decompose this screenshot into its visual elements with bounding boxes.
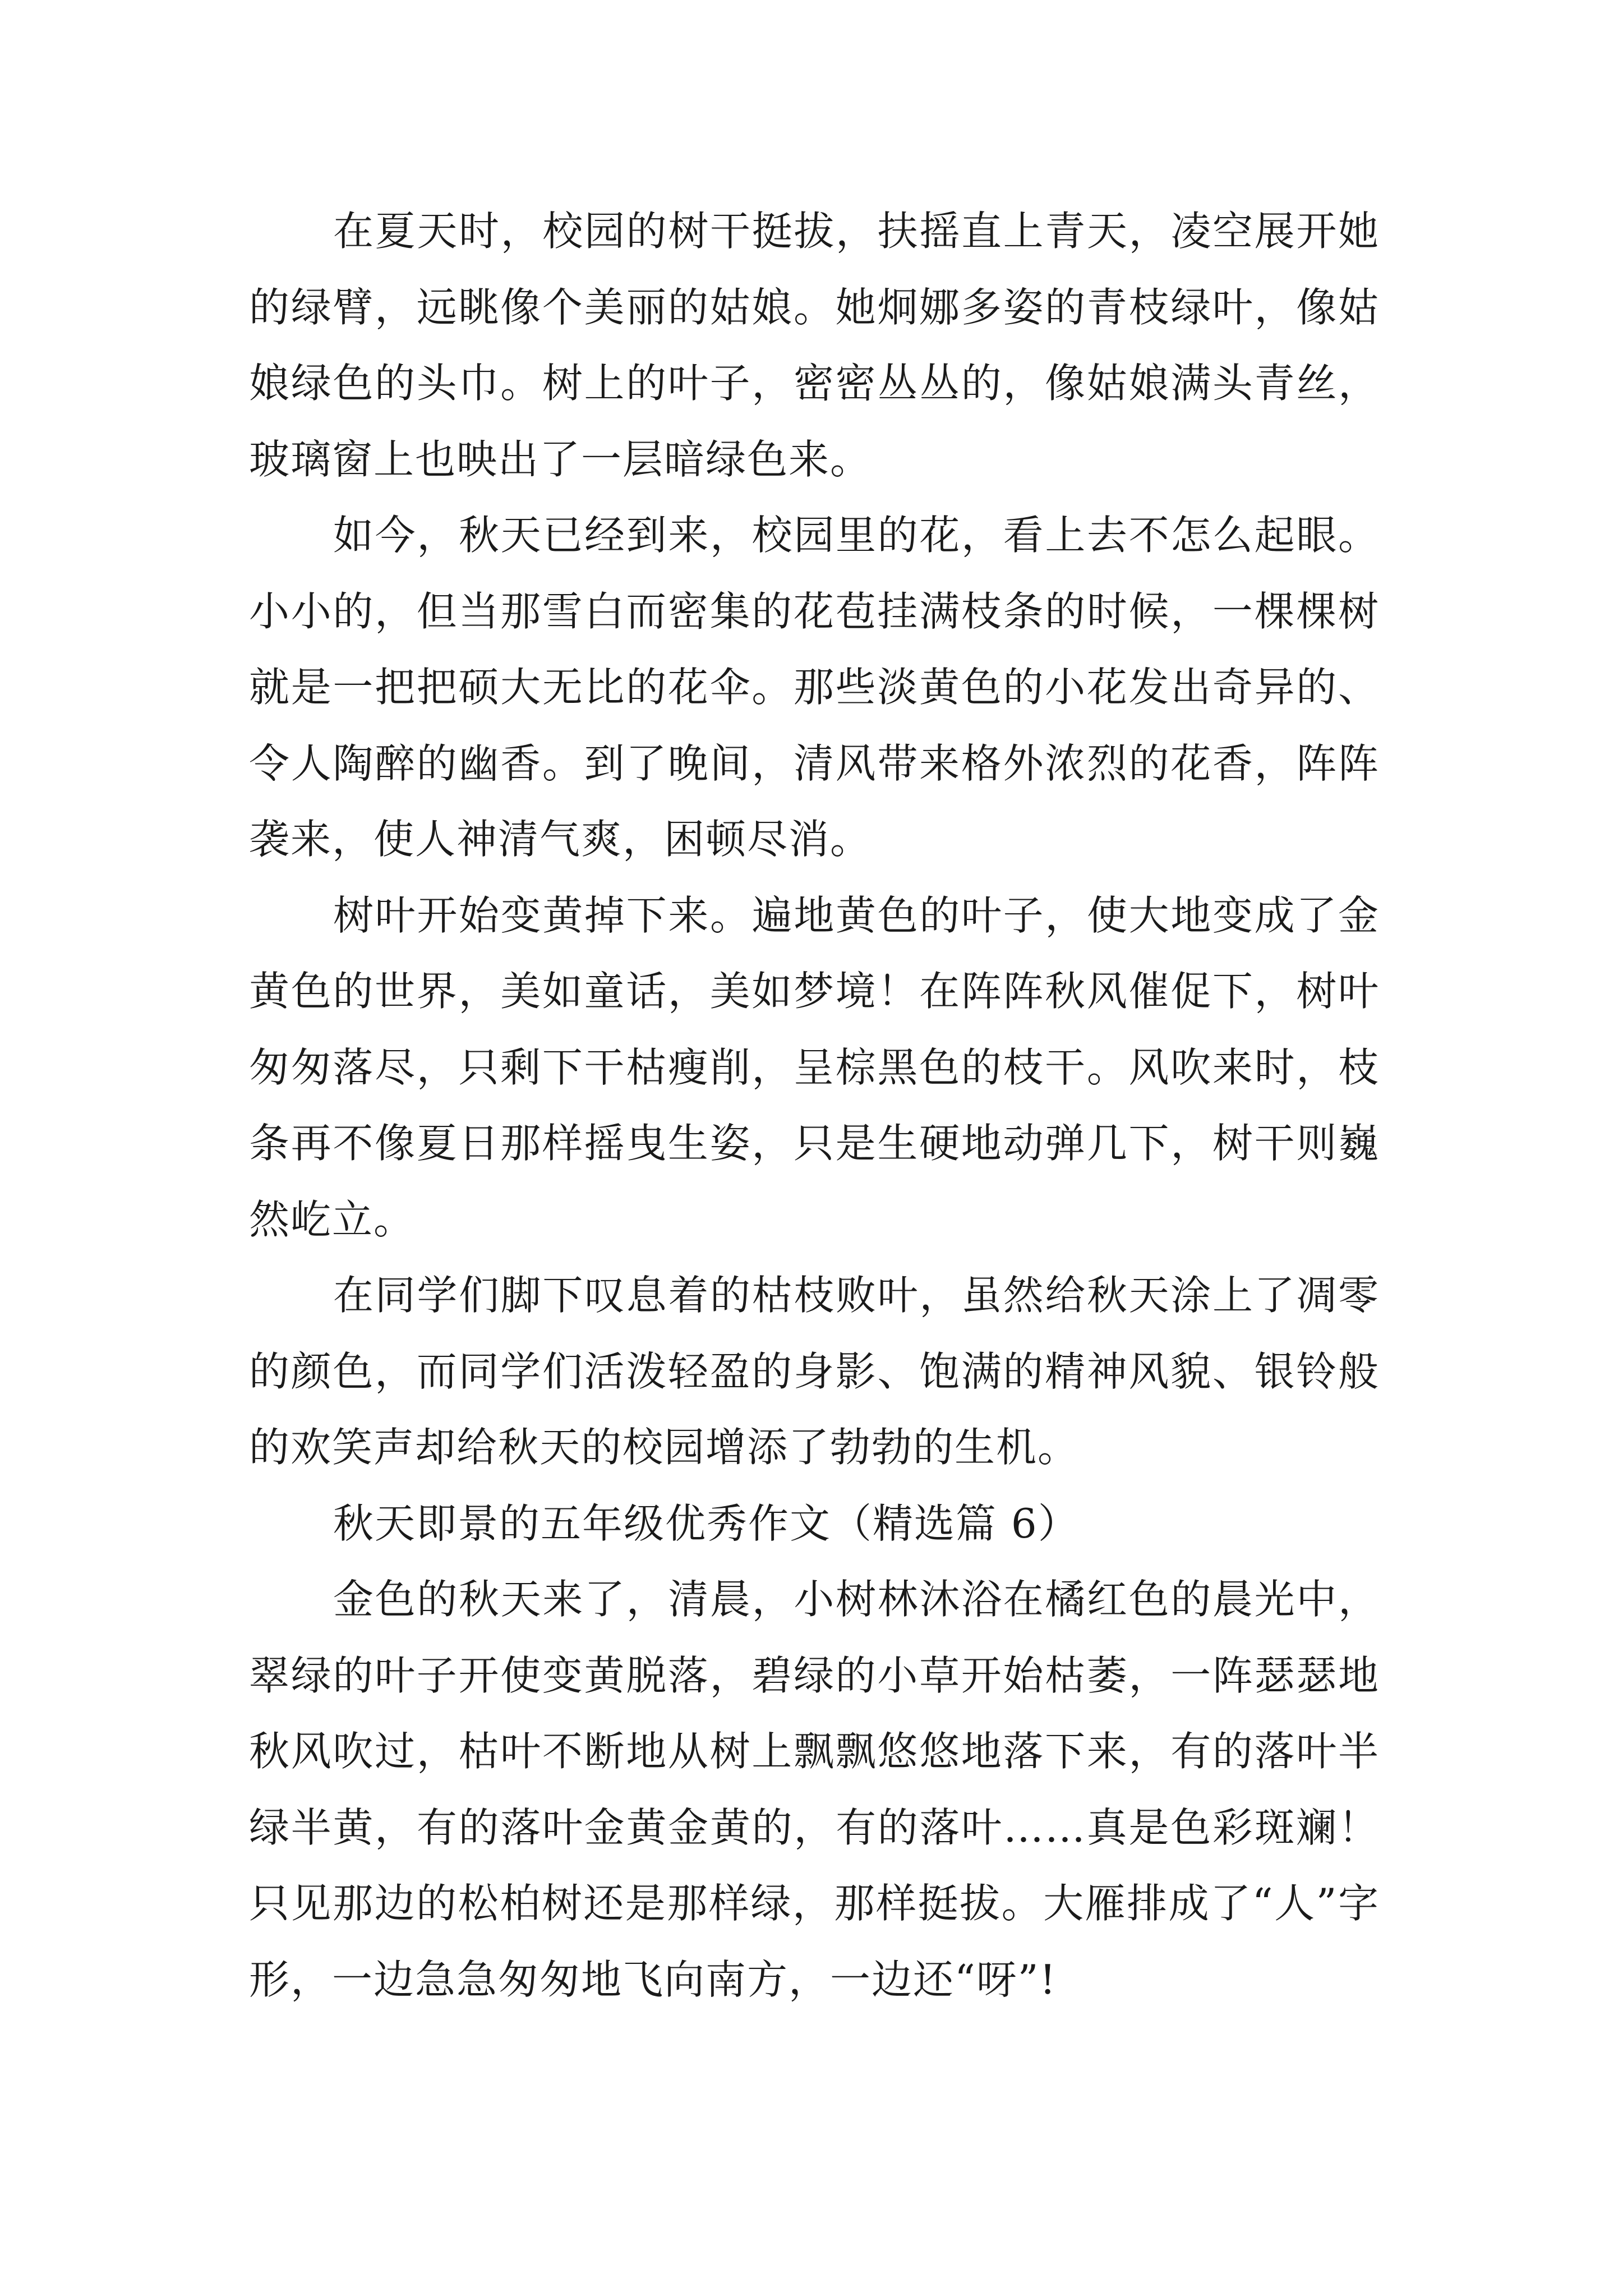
paragraph-golden-autumn: 金色的秋天来了，清晨，小树林沐浴在橘红色的晨光中，翠绿的叶子开使变黄脱落，碧绿的小草开始枯萎，一阵瑟瑟地秋风吹过，枯叶不断地从树上飘飘悠悠地落下来，有的落叶半绿半黄，有的落叶金黄金黄的，有的落叶……真是色彩斑斓！只见那边的松柏树还是那样绿，那样挺拔。大雁排成了“人”字形，一边急急匆匆地飞向南方，一边还“呀”! bbox=[249, 1576, 1380, 2003]
text-column bbox=[249, 194, 1380, 2018]
section-heading: 秋天即景的五年级优秀作文（精选篇 6） bbox=[333, 1499, 1080, 1547]
paragraph-autumn-flowers: 如今，秋天已经到来，校园里的花，看上去不怎么起眼。小小的，但当那雪白而密集的花苞挂满枝条的时候，一棵棵树就是一把把硕大无比的花伞。那些淡黄色的小花发出奇异的、令人陶醉的幽香。到了晚间，清风带来格外浓烈的花香，阵阵袭来，使人神清气爽，困顿尽消。 bbox=[249, 512, 1380, 863]
paragraph-summer-trees: 在夏天时，校园的树干挺拔，扶摇直上青天，凌空展开她的绿臂，远眺像个美丽的姑娘。她炯娜多姿的青枝绿叶，像姑娘绿色的头巾。树上的叶子，密密丛丛的，像姑娘满头青丝，玻璃窗上也映出了一层暗绿色来。 bbox=[249, 208, 1380, 483]
paragraph-students: 在同学们脚下叹息着的枯枝败叶，虽然给秋天涂上了凋零的颜色，而同学们活泼轻盈的身影、饱满的精神风貌、银铃般的欢笑声却给秋天的校园增添了勃勃的生机。 bbox=[249, 1272, 1380, 1471]
paragraph-falling-leaves: 树叶开始变黄掉下来。遍地黄色的叶子，使大地变成了金黄色的世界，美如童话，美如梦境！在阵阵秋风催促下，树叶匆匆落尽，只剩下干枯瘦削，呈棕黑色的枝干。风吹来时，枝条再不像夏日那样摇曳生姿，只是生硬地动弹几下，树干则巍然屹立。 bbox=[249, 891, 1380, 1243]
